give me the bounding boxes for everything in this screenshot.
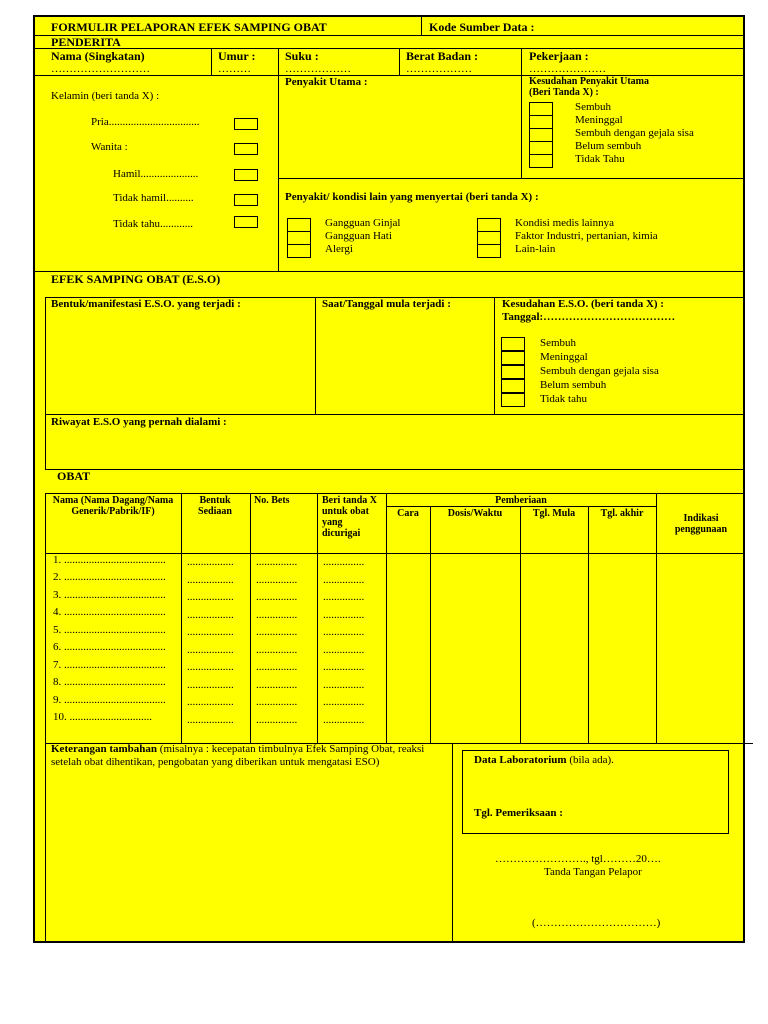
cell-dots: ............... [323, 643, 365, 656]
kesudahan-belum-sembuh-checkbox[interactable] [529, 141, 553, 155]
saat-mula-label: Saat/Tanggal mula terjadi : [322, 298, 451, 310]
col-bets-header: No. Bets [254, 495, 290, 506]
gangguan-hati-checkbox[interactable] [287, 231, 311, 245]
kondisi-option: Kondisi medis lainnya [515, 217, 614, 229]
cell-dots: ................. [187, 626, 234, 638]
hamil-checkbox[interactable] [234, 169, 258, 181]
eso-option: Sembuh dengan gejala sisa [540, 365, 659, 377]
kondisi-lain-title: Penyakit/ kondisi lain yang menyertai (beri tanda X) : [285, 191, 539, 203]
bentuk-dots-column [187, 554, 234, 729]
eso-tidak-tahu-checkbox[interactable] [501, 393, 525, 407]
divider [278, 178, 743, 179]
obat-heading: OBAT [57, 469, 91, 483]
col-cara-header: Cara [397, 508, 419, 519]
table-row: 8. ..................................... [53, 676, 166, 688]
faktor-industri-checkbox[interactable] [477, 231, 501, 245]
divider [317, 493, 318, 743]
eso-sembuh-checkbox[interactable] [501, 337, 525, 351]
table-row: 1. ..................................... [53, 554, 166, 566]
umur-label: Umur : [218, 49, 256, 63]
cell-dots: ............... [256, 608, 298, 621]
cell-dots: ............... [256, 696, 298, 708]
cell-dots: ............... [256, 573, 298, 586]
penyakit-utama-label: Penyakit Utama : [285, 76, 368, 88]
tidak-tahu-checkbox[interactable] [234, 216, 258, 228]
cell-dots: ............... [256, 643, 298, 656]
table-row: 3. ..................................... [53, 589, 166, 601]
divider [45, 414, 743, 415]
eso-option: Belum sembuh [540, 379, 607, 391]
divider [35, 35, 743, 36]
kesudahan-option: Meninggal [575, 114, 623, 126]
cell-dots: ................. [187, 661, 234, 673]
divider [386, 493, 387, 743]
col-tgl-akhir-header: Tgl. akhir [600, 508, 644, 519]
tidak-hamil-checkbox[interactable] [234, 194, 258, 206]
eso-heading: EFEK SAMPING OBAT (E.S.O) [51, 272, 221, 286]
cell-dots: ............... [323, 626, 365, 638]
tanggal-eso-label: Tanggal:……………………………… [502, 311, 676, 323]
keterangan-tambahan [51, 743, 431, 769]
divider [452, 743, 453, 941]
cell-dots: ............... [256, 591, 298, 603]
divider [588, 506, 589, 743]
divider [386, 506, 656, 507]
pekerjaan-dots: ………………… [529, 63, 606, 75]
gangguan-ginjal-checkbox[interactable] [287, 218, 311, 232]
eso-kesudahan-options [540, 336, 659, 406]
col-indikasi-header: Indikasi penggunaan [674, 513, 728, 535]
eso-option: Tidak tahu [540, 393, 587, 405]
kelamin-label: Kelamin (beri tanda X) : [51, 90, 160, 102]
divider [211, 48, 212, 75]
tidak-hamil-label: Tidak hamil.......... [113, 192, 194, 204]
cell-dots: ................. [187, 678, 234, 691]
divider [250, 493, 251, 743]
kesudahan-penyakit-sub: (Beri Tanda X) : [529, 87, 599, 98]
divider [181, 493, 182, 743]
keterangan-label: Keterangan tambahan [51, 743, 158, 755]
table-row: 4. ..................................... [53, 606, 166, 618]
divider [45, 493, 46, 743]
wanita-label: Wanita : [91, 141, 128, 153]
cell-dots: ............... [256, 626, 298, 638]
col-dosis-header: Dosis/Waktu [447, 508, 503, 519]
kesudahan-option: Tidak Tahu [575, 153, 625, 165]
col-beri-tanda-header: Beri tanda X untuk obat yang dicurigai [322, 495, 377, 539]
kondisi-medis-lain-checkbox[interactable] [477, 218, 501, 232]
eso-option: Meninggal [540, 351, 588, 363]
cell-dots: ............... [323, 713, 365, 726]
kesudahan-eso-label: Kesudahan E.S.O. (beri tanda X) : [502, 298, 664, 310]
divider [45, 743, 46, 941]
col-nama-header: Nama (Nama Dagang/Nama Generik/Pabrik/IF) [52, 495, 174, 517]
kesudahan-option: Sembuh [575, 101, 612, 113]
suku-label: Suku : [285, 49, 319, 63]
kesudahan-penyakit-title: Kesudahan Penyakit Utama [529, 76, 650, 87]
pekerjaan-label: Pekerjaan : [529, 49, 589, 63]
cell-dots: ............... [256, 661, 298, 673]
table-row: 7. ..................................... [53, 659, 166, 671]
berat-badan-label: Berat Badan : [406, 49, 478, 63]
berat-badan-dots: ……………… [406, 63, 472, 75]
eso-meninggal-checkbox[interactable] [501, 351, 525, 365]
table-row: 9. ..................................... [53, 694, 166, 706]
divider [421, 17, 422, 35]
divider [656, 493, 657, 743]
divider [278, 75, 279, 271]
divider [315, 297, 316, 414]
divider [521, 48, 522, 178]
tidak-tahu-label: Tidak tahu............ [113, 218, 193, 230]
kesudahan-option: Belum sembuh [575, 140, 642, 152]
divider [45, 493, 743, 494]
cell-dots: ................. [187, 591, 234, 603]
kesudahan-gejala-sisa-checkbox[interactable] [529, 128, 553, 142]
table-row: 2. ..................................... [53, 571, 166, 583]
cell-dots: ............... [256, 678, 298, 691]
table-row: 5. ..................................... [53, 624, 166, 636]
cell-dots: ............... [256, 713, 298, 726]
divider [520, 506, 521, 743]
kesudahan-options [575, 101, 694, 166]
suku-dots: ……………… [285, 63, 351, 75]
lab-label-hint: (bila ada). [566, 754, 614, 766]
cell-dots: ............... [323, 573, 365, 586]
divider [430, 506, 431, 743]
cell-dots: ................. [187, 573, 234, 586]
cell-dots: ................. [187, 713, 234, 726]
kondisi-option: Lain-lain [515, 243, 556, 255]
col-tgl-mula-header: Tgl. Mula [532, 508, 576, 519]
pria-label: Pria................................. [91, 116, 200, 128]
beri-tanda-dots-column [323, 554, 364, 729]
col-pemberian-header: Pemberiaan [495, 495, 547, 506]
kondisi-option: Gangguan Ginjal [325, 217, 401, 229]
form-title: FORMULIR PELAPORAN EFEK SAMPING OBAT [51, 20, 327, 34]
lab-label-bold: Data Laboratorium [474, 754, 567, 766]
kesudahan-option: Sembuh dengan gejala sisa [575, 127, 694, 139]
cell-dots: ............... [323, 608, 365, 621]
nama-dots: ……………………… [51, 63, 150, 75]
umur-dots: ……… [218, 63, 251, 75]
kode-sumber-data-label: Kode Sumber Data : [429, 20, 535, 34]
col-bentuk-header: Bentuk Sediaan [198, 495, 232, 517]
pria-checkbox[interactable] [234, 118, 258, 130]
kesudahan-tidak-tahu-checkbox[interactable] [529, 154, 553, 168]
tgl-pemeriksaan-label: Tgl. Pemeriksaan : [474, 807, 563, 819]
divider [399, 48, 400, 75]
cell-dots: ................. [187, 643, 234, 656]
cell-dots: ................. [187, 608, 234, 621]
keterangan-hint: (misalnya : kecepatan timbulnya Efek Samping Obat, reaksi setelah obat dihentikan, pengobatan yang diberikan untuk mengatasi ESO) [51, 743, 425, 768]
eso-gejala-sisa-checkbox[interactable] [501, 365, 525, 379]
tempat-tanggal-line: ……………………., tgl………20…. [495, 853, 661, 865]
kondisi-right-options [515, 217, 658, 256]
tanda-tangan-label: Tanda Tangan Pelapor [544, 866, 642, 878]
bets-dots-column [256, 554, 297, 729]
cell-dots: ................. [187, 556, 234, 568]
riwayat-eso-label: Riwayat E.S.O yang pernah dialami : [51, 416, 227, 428]
wanita-checkbox[interactable] [234, 143, 258, 155]
eso-option: Sembuh [540, 337, 577, 349]
divider [45, 297, 46, 469]
divider [45, 469, 743, 470]
table-row: 10. .............................. [53, 711, 152, 723]
kesudahan-sembuh-checkbox[interactable] [529, 102, 553, 116]
bentuk-eso-label: Bentuk/manifestasi E.S.O. yang terjadi : [51, 298, 241, 310]
kondisi-option: Gangguan Hati [325, 230, 392, 242]
cell-dots: ............... [323, 556, 365, 568]
data-laboratorium-label [474, 754, 614, 766]
cell-dots: ............... [323, 678, 365, 691]
kondisi-left-options [325, 217, 400, 256]
nama-pelapor-line: (……………………………) [532, 917, 661, 929]
cell-dots: ............... [323, 696, 365, 708]
cell-dots: ............... [323, 661, 365, 673]
hamil-label: Hamil..................... [113, 168, 199, 180]
divider [278, 48, 279, 75]
lain-lain-checkbox[interactable] [477, 244, 501, 258]
kondisi-option: Faktor Industri, pertanian, kimia [515, 230, 658, 242]
table-row: 6. ..................................... [53, 641, 166, 653]
eso-belum-sembuh-checkbox[interactable] [501, 379, 525, 393]
cell-dots: ............... [256, 556, 298, 568]
adverse-drug-reaction-form [33, 15, 745, 943]
penderita-heading: PENDERITA [51, 35, 121, 49]
kesudahan-meninggal-checkbox[interactable] [529, 115, 553, 129]
alergi-checkbox[interactable] [287, 244, 311, 258]
nama-label: Nama (Singkatan) [51, 49, 145, 63]
kondisi-option: Alergi [325, 243, 353, 255]
cell-dots: ............... [323, 591, 365, 603]
cell-dots: ................. [187, 696, 234, 708]
divider [494, 297, 495, 414]
